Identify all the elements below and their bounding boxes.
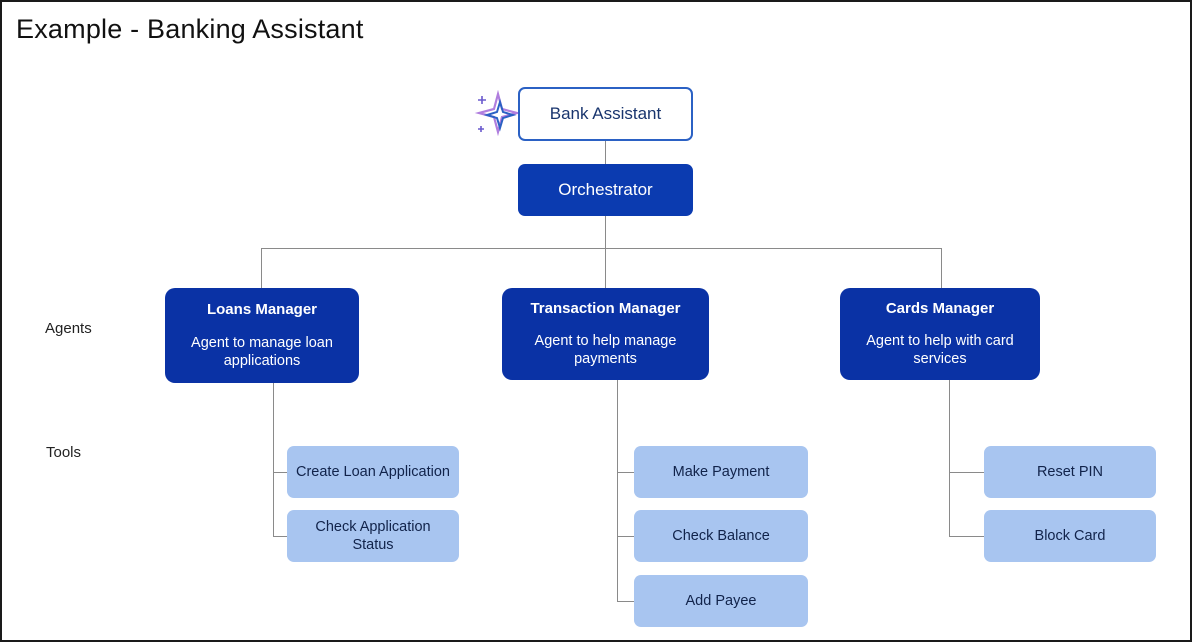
tool-label: Make Payment [672,463,770,480]
agent-cards-manager-desc: Agent to help with card services [866,333,1014,368]
tool-label: Block Card [1034,527,1106,544]
connector-orchestrator-down [605,216,606,248]
connector-transactions-tool-3 [617,601,634,602]
row-label-tools: Tools [46,444,82,461]
tool-check-balance[interactable] [634,510,808,562]
agent-loans-manager[interactable] [165,288,359,383]
tool-check-application-status[interactable] [287,510,459,562]
connector-agent-bus [261,248,942,249]
tool-label: Create Loan Application [296,463,450,480]
connector-bus-cards [941,248,942,288]
connector-transactions-spine [617,380,618,601]
tool-label: Check Application Status [315,518,431,553]
tool-add-payee[interactable] [634,575,808,627]
connector-cards-tool-2 [949,536,984,537]
node-bank-assistant-label: Bank Assistant [549,104,662,124]
connector-loans-spine [273,383,274,537]
agent-transaction-manager-title: Transaction Manager [530,299,681,317]
tool-create-loan-application[interactable] [287,446,459,498]
agent-transaction-manager-desc: Agent to help manage payments [534,333,677,368]
row-label-agents: Agents [45,320,92,337]
connector-bus-loans [261,248,262,288]
connector-transactions-tool-2 [617,536,634,537]
tool-label: Check Balance [672,527,770,544]
connector-assistant-orchestrator [605,140,606,164]
page-title: Example - Banking Assistant [16,14,364,44]
tool-reset-pin[interactable] [984,446,1156,498]
connector-cards-spine [949,380,950,537]
sparkle-icon [474,90,520,140]
connector-bus-transactions [605,248,606,288]
node-orchestrator[interactable] [518,164,693,216]
agent-cards-manager-title: Cards Manager [885,299,995,317]
tool-label: Reset PIN [1036,463,1104,480]
node-orchestrator-label: Orchestrator [558,180,653,200]
agent-cards-manager[interactable] [840,288,1040,380]
tool-block-card[interactable] [984,510,1156,562]
tool-make-payment[interactable] [634,446,808,498]
tool-label: Add Payee [685,592,757,609]
agent-loans-manager-title: Loans Manager [206,301,318,318]
connector-cards-tool-1 [949,472,984,473]
node-bank-assistant[interactable] [518,87,693,141]
connector-transactions-tool-1 [617,472,634,473]
agent-loans-manager-desc: Agent to manage loan applications [191,334,333,369]
agent-transaction-manager[interactable] [502,288,709,380]
